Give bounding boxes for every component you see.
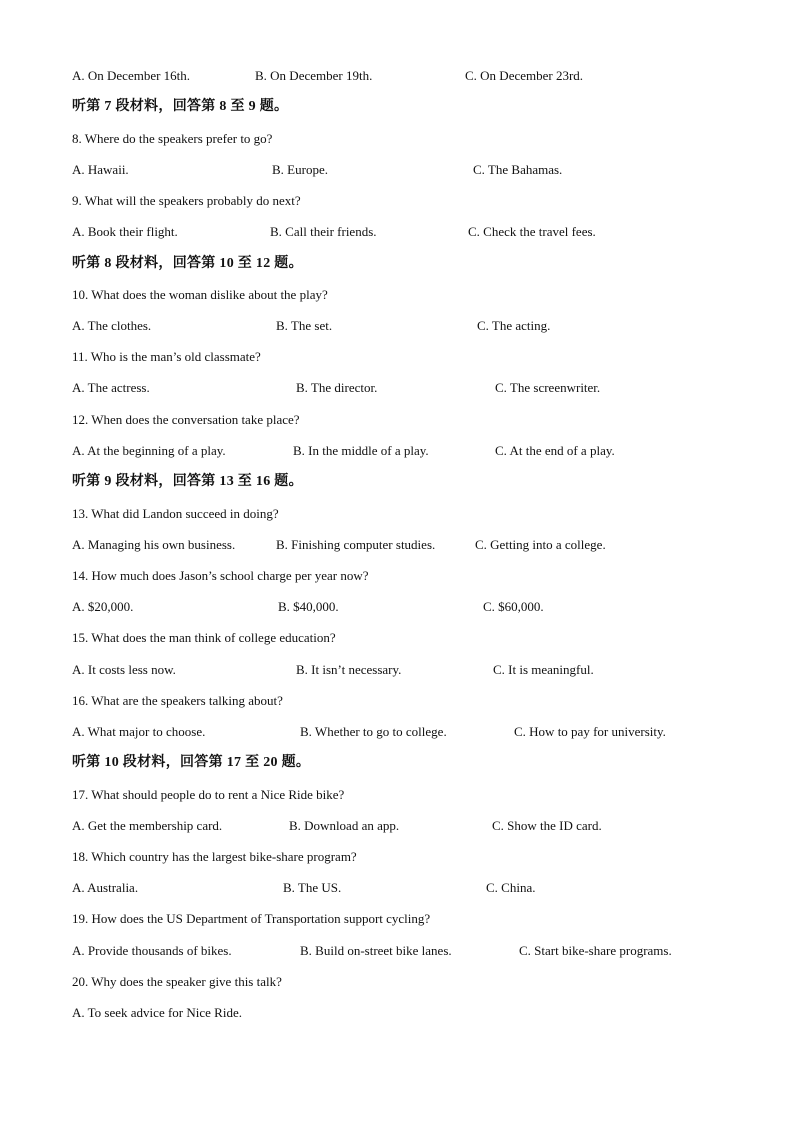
question-text: 11. Who is the man’s old classmate? <box>72 349 261 364</box>
option-c: C. Check the travel fees. <box>468 224 596 239</box>
option-c: C. On December 23rd. <box>465 68 584 83</box>
answer-options <box>72 441 722 461</box>
answer-options <box>72 816 722 836</box>
section-header: 听第 7 段材料，回答第 8 至 9 题。 <box>72 99 289 114</box>
question-text: 16. What are the speakers talking about? <box>72 693 283 708</box>
question-text: 10. What does the woman dislike about the play? <box>72 287 328 302</box>
option-b: B. Whether to go to college. <box>300 724 447 739</box>
option-c: C. It is meaningful. <box>493 662 594 677</box>
section-header: 听第 10 段材料，回答第 17 至 20 题。 <box>72 755 311 770</box>
question-text: 19. How does the US Department of Transportation support cycling? <box>72 911 431 926</box>
option-a: A. Hawaii. <box>72 162 129 177</box>
option-a: A. Book their flight. <box>72 224 178 239</box>
option-c: C. At the end of a play. <box>495 443 615 458</box>
question-text: 14. How much does Jason’s school charge per year now? <box>72 568 369 583</box>
option-b: B. Finishing computer studies. <box>276 537 436 552</box>
option-a: A. The clothes. <box>72 318 152 333</box>
question-text: 18. Which country has the largest bike-share program? <box>72 849 357 864</box>
option-b: B. Call their friends. <box>270 224 377 239</box>
option-a: A. It costs less now. <box>72 662 176 677</box>
question-text: 20. Why does the speaker give this talk? <box>72 974 282 989</box>
option-c: C. The Bahamas. <box>473 162 563 177</box>
option-b: B. The US. <box>283 880 342 895</box>
option-b: B. It isn’t necessary. <box>296 662 402 677</box>
answer-options <box>72 160 722 180</box>
option-b: B. On December 19th. <box>255 68 373 83</box>
option-c: C. Show the ID card. <box>492 818 602 833</box>
question-text: 9. What will the speakers probably do next? <box>72 193 301 208</box>
option-c: C. China. <box>486 880 536 895</box>
answer-options <box>72 597 722 617</box>
option-b: B. In the middle of a play. <box>293 443 429 458</box>
question-text: 12. When does the conversation take place? <box>72 412 300 427</box>
option-a: A. What major to choose. <box>72 724 206 739</box>
option-a: A. Managing his own business. <box>72 537 236 552</box>
answer-options <box>72 378 722 398</box>
option-a: A. On December 16th. <box>72 68 191 83</box>
answer-options <box>72 660 722 680</box>
question-text: 17. What should people do to rent a Nice Ride bike? <box>72 787 345 802</box>
section-header: 听第 9 段材料，回答第 13 至 16 题。 <box>72 474 303 489</box>
option-b: B. Download an app. <box>289 818 400 833</box>
option-a: A. $20,000. <box>72 599 134 614</box>
answer-options <box>72 66 722 86</box>
question-text: 8. Where do the speakers prefer to go? <box>72 131 273 146</box>
question-text: 13. What did Landon succeed in doing? <box>72 506 279 521</box>
answer-options <box>72 941 722 961</box>
option-c: C. Getting into a college. <box>475 537 606 552</box>
option-b: B. $40,000. <box>278 599 339 614</box>
option-c: C. $60,000. <box>483 599 544 614</box>
answer-options <box>72 222 722 242</box>
answer-options <box>72 878 722 898</box>
option-c: C. Start bike-share programs. <box>519 943 672 958</box>
answer-option-single: A. To seek advice for Nice Ride. <box>72 1005 242 1020</box>
answer-options <box>72 535 722 555</box>
option-c: C. How to pay for university. <box>514 724 666 739</box>
option-b: B. Build on-street bike lanes. <box>300 943 452 958</box>
option-a: A. Get the membership card. <box>72 818 223 833</box>
option-b: B. The director. <box>296 380 378 395</box>
question-text: 15. What does the man think of college education? <box>72 630 336 645</box>
option-b: B. Europe. <box>272 162 328 177</box>
option-c: C. The screenwriter. <box>495 380 601 395</box>
option-b: B. The set. <box>276 318 333 333</box>
option-a: A. The actress. <box>72 380 150 395</box>
answer-options <box>72 316 722 336</box>
option-a: A. Provide thousands of bikes. <box>72 943 232 958</box>
section-header: 听第 8 段材料，回答第 10 至 12 题。 <box>72 256 303 271</box>
option-c: C. The acting. <box>477 318 551 333</box>
option-a: A. Australia. <box>72 880 139 895</box>
answer-options <box>72 722 722 742</box>
option-a: A. At the beginning of a play. <box>72 443 226 458</box>
